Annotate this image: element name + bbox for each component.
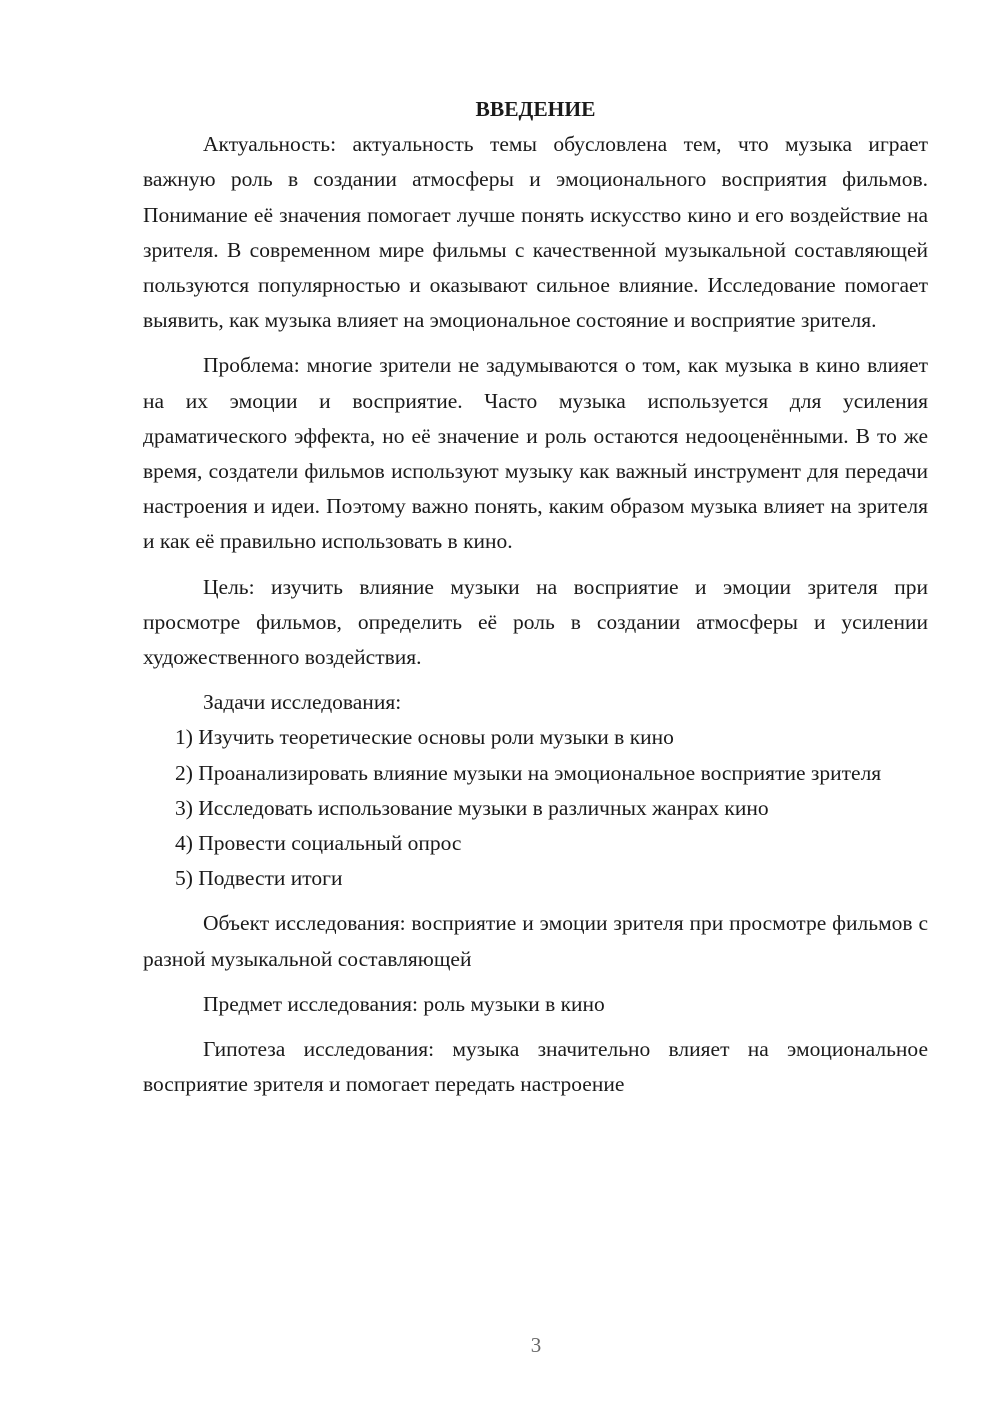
page-title: ВВЕДЕНИЕ xyxy=(475,97,596,121)
paragraph-tasks-heading: Задачи исследования: xyxy=(203,690,402,715)
task-item: 5) Подвести итоги xyxy=(175,866,343,891)
task-item: 2) Проанализировать влияние музыки на эмоциональное восприятие зрителя xyxy=(175,760,882,785)
paragraph-goal: Цель: изучить влияние музыки на восприятие и эмоции зрителя при просмотре фильмов, определить её роль в создании атмосферы и усилении художественного воздействия. xyxy=(143,574,928,670)
paragraph-hypothesis: Гипотеза исследования: музыка значительно влияет на эмоциональное восприятие зрителя и помогает передать настроение xyxy=(143,1037,928,1097)
task-item: 3) Исследовать использование музыки в различных жанрах кино xyxy=(175,795,769,820)
task-item: 1) Изучить теоретические основы роли музыки в кино xyxy=(175,725,674,750)
paragraph-problem: Проблема: многие зрители не задумываются о том, как музыка в кино влияет на их эмоции и восприятие. Часто музыка используется для усиления драматического эффекта, но её значение и роль остаются недооценёнными. В то же время, создатели фильмов используют музыку как важный инструмент для передачи настроения и идеи. Поэтому важно понять, каким образом музыка влияет на зрителя и как её правильно использовать в кино. xyxy=(143,353,928,554)
page-number: 3 xyxy=(530,1333,542,1357)
paragraph-relevance: Актуальность: актуальность темы обусловлена тем, что музыка играет важную роль в создании атмосферы и эмоционального восприятия фильмов. Понимание её значения помогает лучше понять искусство кино и его воздействие на зрителя. В современном мире фильмы с качественной музыкальной составляющей пользуются популярностью и оказывают сильное влияние. Исследование помогает выявить, как музыка влияет на эмоциональное состояние и восприятие зрителя. xyxy=(143,132,928,333)
document-page xyxy=(143,92,928,1102)
paragraph-object: Объект исследования: восприятие и эмоции зрителя при просмотре фильмов с разной музыкальной составляющей xyxy=(143,911,928,971)
task-item: 4) Провести социальный опрос xyxy=(175,831,462,856)
paragraph-subject: Предмет исследования: роль музыки в кино xyxy=(203,991,605,1016)
